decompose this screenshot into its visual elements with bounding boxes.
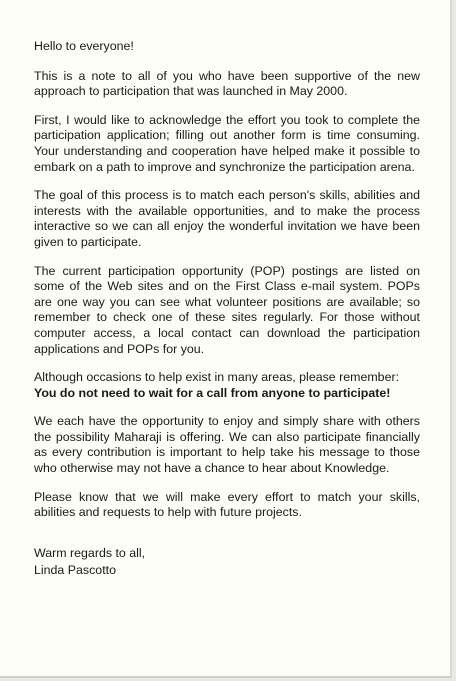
letter-greeting: Hello to everyone! [34, 39, 134, 53]
paragraph-goal: The goal of this process is to match each person's skills, abilities and interests with the available opportunities, and to make the process interactive so we can all enjoy the wonderful invitation we have been given to participate. [34, 188, 420, 249]
paragraph-reminder [34, 370, 420, 401]
reminder-intro: Although occasions to help exist in many areas, please remember: [34, 370, 400, 385]
signature-name: Linda Pascotto [34, 562, 116, 577]
letter-closing [34, 545, 420, 579]
paragraph-intro: This is a note to all of you who have been supportive of the new approach to participation that was launched in May 2000. [34, 68, 420, 99]
reminder-emphasis: You do not need to wait for a call from anyone to participate! [34, 385, 391, 400]
paragraph-opportunity: We each have the opportunity to enjoy and simply share with others the possibility Maharaji is offering. We can also participate financially as every contribution is important to help take his message to those who otherwise may not have a chance to hear about Knowledge. [34, 414, 420, 476]
paragraph-pop-postings: The current participation opportunity (POP) postings are listed on some of the Web sites and on the First Class e-mail system. POPs are one way you can see what volunteer positions are available; so remember to check one of these sites regularly. For those without computer access, a local contact can download the participation applications and POPs for you. [34, 263, 420, 356]
letter-body [34, 39, 420, 579]
paragraph-matching: Please know that we will make every effort to match your skills, abilities and requests to help with future projects. [34, 489, 420, 520]
signoff: Warm regards to all, [34, 545, 146, 560]
paragraph-acknowledgement: First, I would like to acknowledge the effort you took to complete the participation application; filling out another form is time consuming. Your understanding and cooperation have helped make it possible to embark on a path to improve and synchronize the participation arena. [34, 112, 420, 174]
